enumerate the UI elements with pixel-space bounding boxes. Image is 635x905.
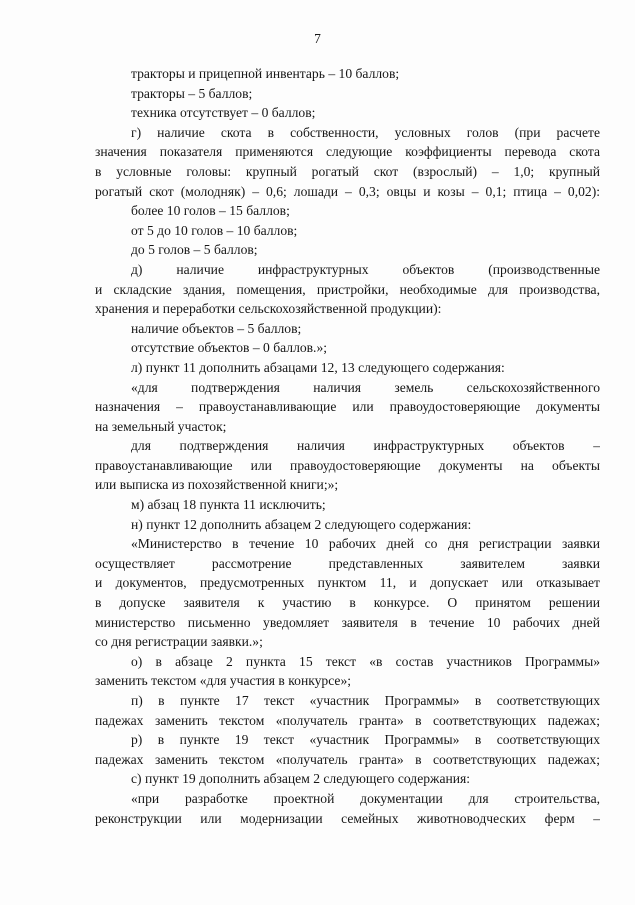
text-line: «Министерство в течение 10 рабочих дней со дня регистрации заявки bbox=[131, 536, 600, 552]
text-line: осуществляет рассмотрение представленных заявителем заявки bbox=[95, 555, 600, 571]
text-line: значения показателя применяются следующие коэффициенты перевода скота bbox=[95, 144, 600, 160]
paragraph bbox=[95, 319, 600, 339]
text-line: хранения и переработки сельскохозяйственной продукции): bbox=[95, 301, 442, 317]
page-number: 7 bbox=[314, 31, 321, 46]
text-line: в условные головы: крупный рогатый скот (взрослый) – 1,0; крупный bbox=[95, 163, 600, 179]
text-line: со дня регистрации заявки.»; bbox=[95, 634, 263, 650]
text-line: техника отсутствует – 0 баллов; bbox=[131, 105, 316, 121]
text-line: л) пункт 11 дополнить абзацами 12, 13 следующего содержания: bbox=[131, 359, 505, 375]
text-line: и документов, предусмотренных пунктом 11, и допускает или отказывает bbox=[95, 575, 600, 591]
text-line: д) наличие инфраструктурных объектов (производственные bbox=[131, 261, 600, 277]
text-line: для подтверждения наличия инфраструктурных объектов – bbox=[131, 438, 600, 454]
text-line: падежах заменить текстом «получатель гранта» в соответствующих падежах; bbox=[95, 712, 600, 728]
text-line: п) в пункте 17 текст «участник Программы» в соответствующих bbox=[131, 693, 600, 708]
paragraph bbox=[95, 201, 600, 221]
text-line: «при разработке проектной документации для строительства, bbox=[131, 790, 600, 806]
text-line: тракторы и прицепной инвентарь – 10 баллов; bbox=[131, 66, 400, 81]
text-line: «для подтверждения наличия земель сельскохозяйственного bbox=[131, 379, 600, 395]
paragraph bbox=[95, 103, 600, 123]
text-line: реконструкции или модернизации семейных животноводческих ферм – bbox=[95, 810, 600, 826]
text-line: тракторы – 5 баллов; bbox=[131, 85, 253, 101]
paragraph bbox=[95, 240, 600, 260]
text-line: с) пункт 19 дополнить абзацем 2 следующего содержания: bbox=[131, 771, 471, 787]
text-line: назначения – правоустанавливающие или правоудостоверяющие документы bbox=[95, 399, 600, 415]
text-line: отсутствие объектов – 0 баллов.»; bbox=[131, 340, 328, 356]
text-line: от 5 до 10 голов – 10 баллов; bbox=[131, 222, 298, 238]
text-line: министерство письменно уведомляет заявителя в течение 10 рабочих дней bbox=[95, 614, 600, 630]
paragraph bbox=[95, 378, 600, 437]
text-line: н) пункт 12 дополнить абзацем 2 следующего содержания: bbox=[131, 516, 472, 532]
text-line: падежах заменить текстом «получатель гранта» в соответствующих падежах; bbox=[95, 751, 600, 767]
text-line: в допуске заявителя к участию в конкурсе. О принятом решении bbox=[95, 595, 600, 611]
paragraph bbox=[95, 730, 600, 769]
text-line: наличие объектов – 5 баллов; bbox=[131, 320, 302, 336]
paragraph bbox=[95, 436, 600, 495]
paragraph bbox=[95, 84, 600, 104]
text-line: до 5 голов – 5 баллов; bbox=[131, 242, 258, 258]
paragraph bbox=[95, 789, 600, 828]
text-line: и складские здания, помещения, пристройки, необходимые для производства, bbox=[95, 281, 600, 297]
text-line: или выписка из похозяйственной книги;»; bbox=[95, 477, 339, 493]
document-body bbox=[95, 64, 600, 828]
text-line: о) в абзаце 2 пункта 15 текст «в состав участников Программы» bbox=[131, 653, 600, 669]
text-line: на земельный участок; bbox=[95, 418, 227, 434]
text-line: заменить текстом «для участия в конкурсе»; bbox=[95, 673, 352, 689]
paragraph bbox=[95, 691, 600, 730]
text-line: м) абзац 18 пункта 11 исключить; bbox=[131, 497, 326, 513]
paragraph bbox=[95, 515, 600, 535]
paragraph bbox=[95, 495, 600, 515]
paragraph bbox=[95, 652, 600, 691]
paragraph bbox=[95, 769, 600, 789]
paragraph bbox=[95, 64, 600, 84]
text-line: рогатый скот (молодняк) – 0,6; лошади – 0,3; овцы и козы – 0,1; птица – 0,02): bbox=[95, 183, 600, 199]
paragraph bbox=[95, 221, 600, 241]
paragraph bbox=[95, 260, 600, 319]
paragraph bbox=[95, 123, 600, 201]
paragraph bbox=[95, 358, 600, 378]
text-line: правоустанавливающие или правоудостоверяющие документы на объекты bbox=[95, 457, 600, 473]
text-line: более 10 голов – 15 баллов; bbox=[131, 203, 290, 219]
text-line: р) в пункте 19 текст «участник Программы» в соответствующих bbox=[131, 732, 600, 748]
text-line: г) наличие скота в собственности, условных голов (при расчете bbox=[131, 124, 600, 140]
paragraph bbox=[95, 338, 600, 358]
paragraph bbox=[95, 534, 600, 652]
